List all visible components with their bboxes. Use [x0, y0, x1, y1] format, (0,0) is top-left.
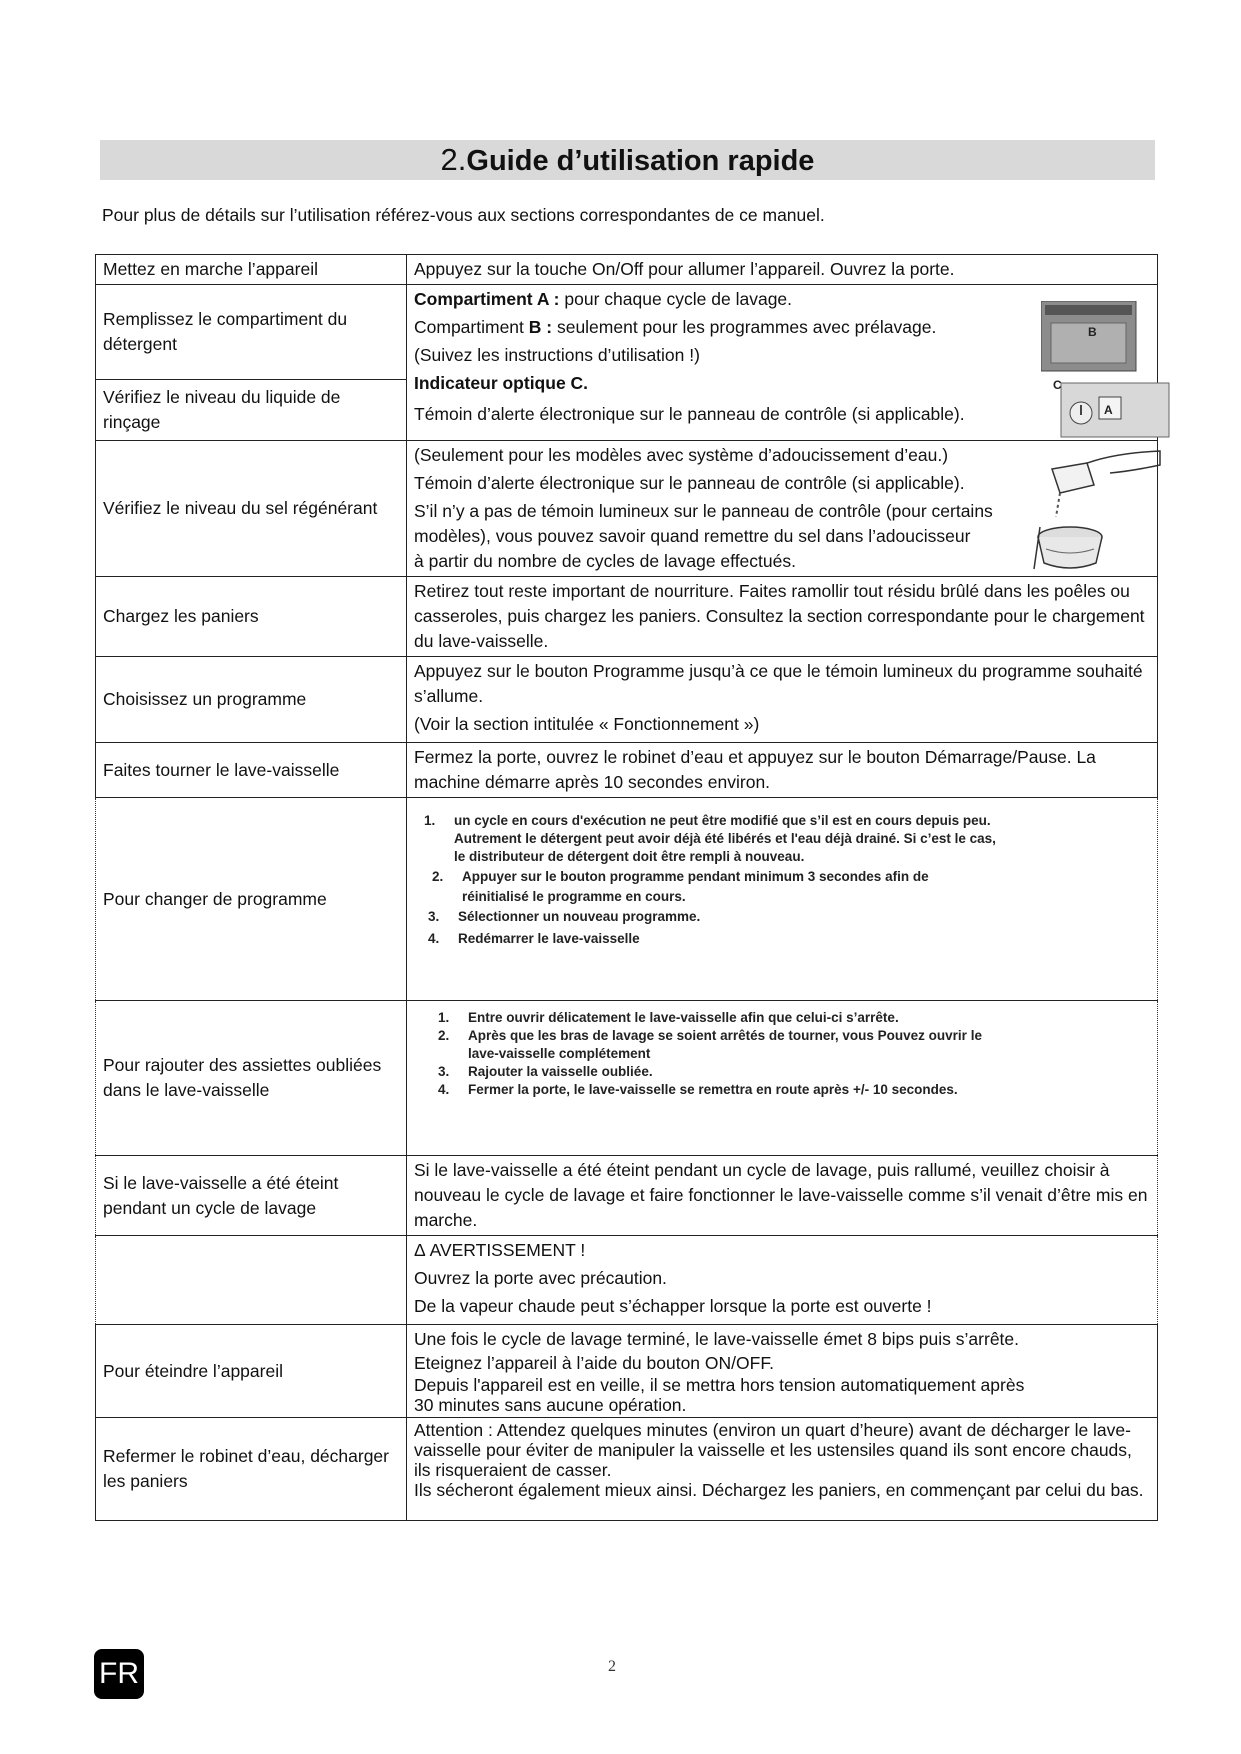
- shutdown-line: Depuis l'appareil est en veille, il se mettra hors tension automatiquement après: [414, 1375, 1025, 1395]
- label-c: C: [1053, 378, 1062, 392]
- row-content: [407, 1325, 1158, 1418]
- list-item-continuation: le distributeur de détergent doit être rempli à nouveau.: [454, 849, 805, 864]
- table-row: [96, 1156, 1158, 1236]
- row-label: Refermer le robinet d’eau, décharger les paniers: [96, 1418, 407, 1521]
- detergent-dispenser-illustration: [1041, 301, 1171, 447]
- table-row: [96, 1418, 1158, 1521]
- row-label: Mettez en marche l’appareil: [96, 255, 407, 285]
- table-row: [96, 1001, 1158, 1156]
- salt-pouring-illustration: [1032, 445, 1167, 573]
- salt-line-5: à partir du nombre de cycles de lavage effectués.: [414, 551, 796, 571]
- list-text: Redémarrer le lave-vaisselle: [458, 931, 640, 946]
- table-row: [96, 1325, 1158, 1418]
- list-text: Après que les bras de lavage se soient arrêtés de tourner, vous Pouvez ouvrir le: [468, 1028, 982, 1043]
- row-content: [407, 285, 1158, 441]
- row-label: Choisissez un programme: [96, 657, 407, 743]
- list-item-continuation: lave-vaisselle complétement: [468, 1046, 651, 1061]
- instructions-note: (Suivez les instructions d’utilisation !): [414, 345, 700, 365]
- list-item: [414, 866, 1150, 888]
- salt-line-2: Témoin d’alerte électronique sur le panneau de contrôle (si applicable).: [414, 473, 965, 493]
- compartment-b-label: B :: [528, 317, 553, 337]
- list-text: Rajouter la vaisselle oubliée.: [468, 1064, 653, 1079]
- language-badge: FR: [94, 1649, 144, 1699]
- row-label: Remplissez le compartiment du détergent: [96, 285, 407, 380]
- unload-text-2: Ils sécheront également mieux ainsi. Déchargez les paniers, en commençant par celui du bas.: [414, 1480, 1144, 1500]
- table-row: [96, 577, 1158, 657]
- salt-line-1: (Seulement pour les modèles avec système d’adoucissement d’eau.): [414, 445, 949, 465]
- compartment-a-text: pour chaque cycle de lavage.: [559, 289, 793, 309]
- row-label: Faites tourner le lave-vaisselle: [96, 743, 407, 798]
- salt-line-3: S’il n’y a pas de témoin lumineux sur le panneau de contrôle (pour certains: [414, 501, 993, 521]
- row-label: Chargez les paniers: [96, 577, 407, 657]
- list-text: Appuyer sur le bouton programme pendant minimum 3 secondes afin de: [462, 869, 929, 884]
- row-content: [407, 1001, 1158, 1156]
- row-content: Fermez la porte, ouvrez le robinet d’eau et appuyez sur le bouton Démarrage/Pause. La machine démarre après 10 secondes environ.: [407, 743, 1158, 798]
- row-content: [407, 798, 1158, 1001]
- compartment-b-prefix: Compartiment: [414, 317, 529, 337]
- table-row: [96, 1236, 1158, 1325]
- list-text: Fermer la porte, le lave-vaisselle se remettra en route après +/- 10 secondes.: [468, 1082, 958, 1097]
- list-item: [414, 812, 1150, 830]
- row-content: [407, 1236, 1158, 1325]
- compartment-a-label: Compartiment A :: [414, 289, 560, 309]
- label-a: A: [1104, 403, 1113, 417]
- list-number: 1.: [424, 813, 436, 828]
- list-text: Sélectionner un nouveau programme.: [458, 909, 701, 924]
- warning-heading: Δ AVERTISSEMENT !: [414, 1240, 586, 1260]
- table-row: [96, 798, 1158, 1001]
- list-number: 3.: [428, 909, 440, 924]
- list-number: 3.: [438, 1064, 450, 1079]
- optical-indicator: Indicateur optique C.: [414, 373, 589, 393]
- section-title: [100, 140, 1155, 180]
- list-item: [414, 1027, 1150, 1045]
- list-item-continuation: réinitialisé le programme en cours.: [462, 889, 686, 904]
- compartment-b-text: seulement pour les programmes avec prélavage.: [552, 317, 937, 337]
- shutdown-line: Une fois le cycle de lavage terminé, le lave-vaisselle émet 8 bips puis s’arrête.: [414, 1329, 1020, 1349]
- row-label: Si le lave-vaisselle a été éteint pendant un cycle de lavage: [96, 1156, 407, 1236]
- list-item: [414, 906, 1150, 928]
- label-b: B: [1088, 325, 1097, 339]
- table-row: [96, 657, 1158, 743]
- section-number: 2.: [440, 142, 467, 177]
- table-row: [96, 255, 1158, 285]
- table-row: [96, 285, 1158, 380]
- row-content: [407, 657, 1158, 743]
- list-text: un cycle en cours d'exécution ne peut être modifié que s’il est en cours depuis peu.: [454, 813, 991, 828]
- unload-text: Attention : Attendez quelques minutes (environ un quart d’heure) avant de décharger le lave-vaisselle pour éviter de manipuler la vaisselle et les ustensiles quand ils sont encore chauds, ils risqueraient de casser.: [414, 1420, 1132, 1480]
- row-label: Pour rajouter des assiettes oubliées dans le lave-vaisselle: [96, 1001, 407, 1156]
- row-label: Vérifiez le niveau du sel régénérant: [96, 441, 407, 577]
- list-item: [414, 928, 1150, 950]
- rinse-alert-text: Témoin d’alerte électronique sur le panneau de contrôle (si applicable).: [414, 404, 965, 424]
- warning-line: Ouvrez la porte avec précaution.: [414, 1268, 667, 1288]
- program-note: (Voir la section intitulée « Fonctionnement »): [414, 714, 760, 734]
- quick-guide-table: [95, 254, 1158, 1521]
- warning-line: De la vapeur chaude peut s’échapper lorsque la porte est ouverte !: [414, 1296, 932, 1316]
- program-text: Appuyez sur le bouton Programme jusqu’à ce que le témoin lumineux du programme souhaité s’allume.: [414, 661, 1143, 706]
- row-label: [96, 1236, 407, 1325]
- intro-text: Pour plus de détails sur l’utilisation référez-vous aux sections correspondantes de ce manuel.: [102, 205, 825, 225]
- list-number: 4.: [438, 1082, 450, 1097]
- row-label: Pour changer de programme: [96, 798, 407, 1001]
- row-label: Pour éteindre l’appareil: [96, 1325, 407, 1418]
- list-text: Entre ouvrir délicatement le lave-vaisselle afin que celui-ci s’arrête.: [468, 1010, 899, 1025]
- row-label: Vérifiez le niveau du liquide de rinçage: [96, 380, 407, 441]
- table-row: [96, 441, 1158, 577]
- row-content: Appuyez sur la touche On/Off pour allumer l’appareil. Ouvrez la porte.: [407, 255, 1158, 285]
- row-content: [407, 1418, 1158, 1521]
- shutdown-line: Eteignez l’appareil à l’aide du bouton ON/OFF.: [414, 1353, 774, 1373]
- row-content: Retirez tout reste important de nourriture. Faites ramollir tout résidu brûlé dans les poêles ou casseroles, puis chargez les paniers. Consultez la section correspondante pour le chargement du lave-vaisselle.: [407, 577, 1158, 657]
- list-number: 1.: [438, 1010, 450, 1025]
- list-item: [414, 1081, 1150, 1099]
- list-number: 2.: [438, 1028, 450, 1043]
- list-item-continuation: Autrement le détergent peut avoir déjà été libérés et l'eau déjà drainé. Si c’est le cas,: [454, 831, 996, 846]
- salt-line-4: modèles), vous pouvez savoir quand remettre du sel dans l’adoucisseur: [414, 526, 971, 546]
- list-item: [414, 1063, 1150, 1081]
- shutdown-line: 30 minutes sans aucune opération.: [414, 1395, 687, 1415]
- row-content: [407, 441, 1158, 577]
- list-number: 2.: [432, 869, 444, 884]
- list-number: 4.: [428, 931, 440, 946]
- table-row: [96, 743, 1158, 798]
- page-number: 2: [608, 1658, 616, 1675]
- section-title-text: Guide d’utilisation rapide: [466, 145, 815, 177]
- list-item: [414, 1009, 1150, 1027]
- row-content: Si le lave-vaisselle a été éteint pendant un cycle de lavage, puis rallumé, veuillez choisir à nouveau le cycle de lavage et faire fonctionner le lave-vaisselle comme s’il venait d’être mis en marche.: [407, 1156, 1158, 1236]
